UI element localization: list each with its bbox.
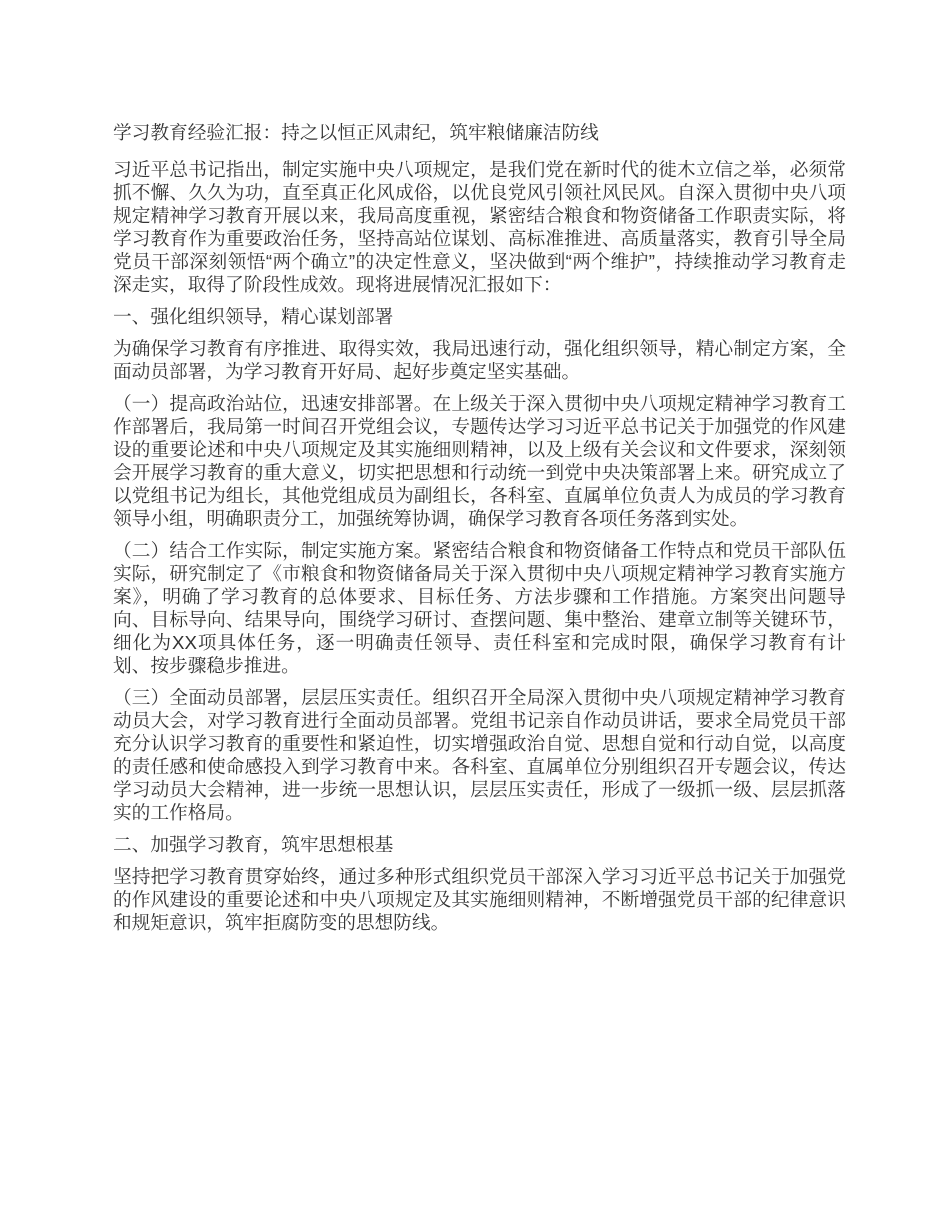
section-1-item-3-paragraph: （三）全面动员部署，层层压实责任。组织召开全局深入贯彻中央八项规定精神学习教育动员大会，对学习教育进行全面动员部署。党组书记亲自作动员讲话，要求全局党员干部充分认识学习教育的重要性和紧迫性，切实增强政治自觉、思想自觉和行动自觉，以高度的责任感和使命感投入到学习教育中来。各科室、直属单位分别组织召开专题会议，传达学习动员大会精神，进一步统一思想认识，层层压实责任，形成了一级抓一级、层层抓落实的工作格局。 [113, 687, 846, 823]
section-1-item-2-paragraph: （二）结合工作实际，制定实施方案。紧密结合粮食和物资储备工作特点和党员干部队伍实际，研究制定了《市粮食和物资储备局关于深入贯彻中央八项规定精神学习教育实施方案》，明确了学习教育的总体要求、目标任务、方法步骤和工作措施。方案突出问题导向、目标导向、结果导向，围绕学习研讨、查摆问题、集中整治、建章立制等关键环节，细化为XX项具体任务，逐一明确责任领导、责任科室和完成时限，确保学习教育有计划、按步骤稳步推进。 [113, 540, 846, 676]
section-1-item-1-paragraph: （一）提高政治站位，迅速安排部署。在上级关于深入贯彻中央八项规定精神学习教育工作部署后，我局第一时间召开党组会议，专题传达学习习近平总书记关于加强党的作风建设的重要论述和中央八项规定及其实施细则精神，以及上级有关会议和文件要求，深刻领会开展学习教育的重大意义，切实把思想和行动统一到党中央决策部署上来。研究成立了以党组书记为组长，其他党组成员为副组长，各科室、直属单位负责人为成员的学习教育领导小组，明确职责分工，加强统筹协调，确保学习教育各项任务落到实处。 [113, 393, 846, 529]
paragraph-intro: 习近平总书记指出，制定实施中央八项规定，是我们党在新时代的徙木立信之举，必须常抓不懈、久久为功，直至真正化风成俗，以优良党风引领社风民风。自深入贯彻中央八项规定精神学习教育开展以来，我局高度重视，紧密结合粮食和物资储备工作职责实际，将学习教育作为重要政治任务，坚持高站位谋划、高标准推进、高质量落实，教育引导全局党员干部深刻领悟“两个确立”的决定性意义，坚决做到“两个维护”，持续推动学习教育走深走实，取得了阶段性成效。现将进展情况汇报如下： [113, 159, 846, 295]
document-page [113, 121, 846, 943]
document-title: 学习教育经验汇报：持之以恒正风肃纪，筑牢粮储廉洁防线 [113, 122, 599, 143]
section-1-intro-paragraph: 为确保学习教育有序推进、取得实效，我局迅速行动，强化组织领导，精心制定方案，全面动员部署，为学习教育开好局、起好步奠定坚实基础。 [113, 338, 846, 382]
section-1-heading: 一、强化组织领导，精心谋划部署 [113, 306, 394, 327]
section-2-intro-paragraph: 坚持把学习教育贯穿始终，通过多种形式组织党员干部深入学习习近平总书记关于加强党的作风建设的重要论述和中央八项规定及其实施细则精神，不断增强党员干部的纪律意识和规矩意识，筑牢拒腐防变的思想防线。 [113, 866, 846, 933]
section-2-heading: 二、加强学习教育，筑牢思想根基 [113, 834, 394, 855]
